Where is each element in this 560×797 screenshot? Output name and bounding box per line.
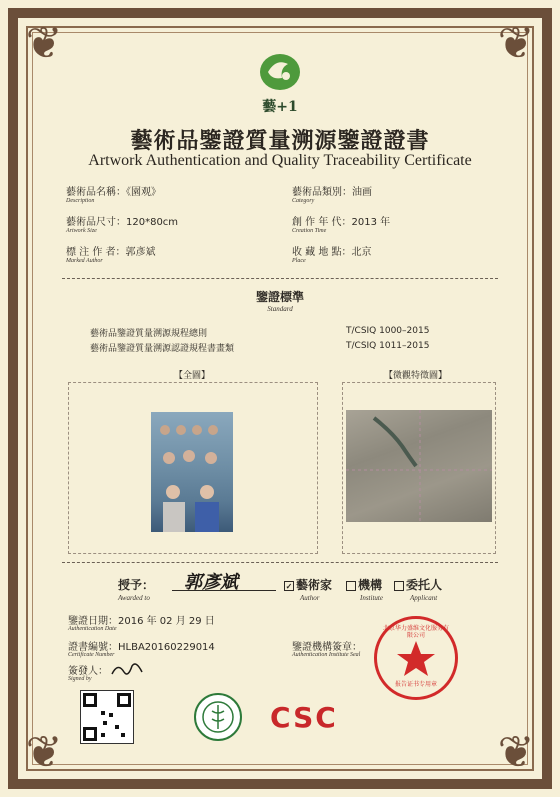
standard-item-name: 藝術品鑒證質量溯源規程總則 [90, 329, 208, 339]
seal-sub: Authentication Institute Seal [292, 652, 361, 658]
logo-wordmark: 藝+1 [262, 99, 298, 115]
standard-item-code: T/CSIQ 1000–2015 [346, 326, 430, 336]
standard-item-name: 藝術品鑒證質量溯源認證規程書畫類 [90, 344, 235, 354]
association-seal-icon [194, 693, 242, 741]
detail-image-label: 【微觀特徵圖】 [384, 371, 448, 381]
option-sub: Author [300, 594, 320, 602]
place-sub: Place [292, 258, 306, 264]
date-sub: Authentication Date [68, 626, 117, 632]
option-author[interactable] [284, 576, 332, 593]
artwork-full-image [151, 412, 233, 532]
certificate-title-cn: 藝術品鑒證質量溯源鑒證證書 [130, 128, 430, 154]
divider [62, 278, 498, 279]
category-row [292, 183, 372, 198]
number-row [68, 638, 215, 653]
category-label: 藝術品類別： [292, 187, 352, 198]
signer-row [68, 662, 108, 677]
awarded-to-label: 授予： [118, 578, 155, 592]
date-row [68, 612, 215, 627]
standard-sub: Standard [267, 305, 293, 313]
description-row [66, 183, 161, 198]
awarded-to-sub: Awarded to [118, 594, 150, 602]
certificate-title-en: Artwork Authentication and Quality Traceability Certificate [88, 152, 472, 169]
author-label: 標 注 作 者： [66, 247, 126, 258]
option-sub: Institute [360, 594, 383, 602]
stamp-text: 北京华力盛维文化服务有限公司 [382, 625, 449, 639]
size-row [66, 213, 178, 228]
qr-code-icon[interactable] [80, 690, 134, 744]
description-value: 《園观》 [126, 187, 161, 198]
date-value: 2016 年 02 月 29 日 [118, 616, 215, 627]
full-image-label: 【全圖】 [174, 371, 211, 381]
checkbox-icon[interactable] [394, 581, 404, 591]
description-sub: Description [66, 198, 95, 204]
number-label: 證書編號： [68, 642, 118, 653]
corner-ornament-icon: ❦ [497, 18, 535, 69]
official-red-stamp [374, 616, 458, 700]
creation-value: 2013 年 [351, 217, 391, 228]
author-sub: Marked Author [66, 258, 103, 264]
creation-sub: Creation Time [292, 228, 327, 234]
place-value: 北京 [351, 247, 372, 258]
csc-logo: CSC [270, 701, 338, 734]
place-label: 收 藏 地 點： [292, 247, 352, 258]
artwork-detail-image [346, 410, 492, 522]
option-applicant[interactable] [394, 576, 442, 593]
option-label: 委托人 [406, 578, 443, 592]
number-value: HLBA20160229014 [118, 642, 215, 653]
awarded-name: 郭彥斌 [184, 572, 238, 593]
creation-label: 創 作 年 代： [292, 217, 352, 228]
option-sub: Applicant [410, 594, 438, 602]
corner-ornament-icon: ❦ [25, 18, 63, 69]
date-label: 鑒證日期： [68, 616, 118, 627]
category-sub: Category [292, 198, 315, 204]
option-label: 機構 [358, 578, 383, 592]
signature-scribble-icon [110, 660, 146, 678]
size-label: 藝術品尺寸： [66, 217, 126, 228]
name-underline [172, 590, 276, 591]
size-sub: Artwork Size [66, 228, 97, 234]
creation-row [292, 213, 390, 228]
checkbox-checked-icon[interactable]: ✓ [285, 580, 293, 591]
corner-ornament-icon: ❦ [497, 727, 535, 778]
checkbox-icon[interactable] [346, 581, 356, 591]
author-row [66, 243, 156, 258]
texture-detail-icon [346, 410, 492, 522]
category-value: 油画 [352, 187, 372, 198]
corner-ornament-icon: ❦ [25, 727, 63, 778]
standard-item-code: T/CSIQ 1011–2015 [346, 341, 430, 351]
size-value: 120*80cm [126, 217, 179, 228]
place-row [292, 243, 372, 258]
signer-label: 簽發人： [68, 666, 108, 677]
leaf-logo-icon [258, 52, 302, 92]
stamp-bottom-text: 报告证书专用章 [394, 681, 437, 688]
option-label: 藝術家 [296, 578, 333, 592]
signer-sub: Signed by [68, 676, 92, 682]
description-label: 藝術品名稱： [66, 187, 126, 198]
standard-title: 鑒證標準 [255, 290, 304, 304]
number-sub: Certificate Number [68, 652, 115, 658]
seal-label: 鑒證機構簽章： [292, 642, 362, 653]
divider [62, 562, 498, 563]
figures-icon [151, 412, 233, 532]
qr-pattern-icon [81, 691, 133, 743]
author-value: 郭彥斌 [125, 247, 156, 258]
option-institute[interactable] [346, 576, 382, 593]
caduceus-icon [196, 695, 240, 739]
